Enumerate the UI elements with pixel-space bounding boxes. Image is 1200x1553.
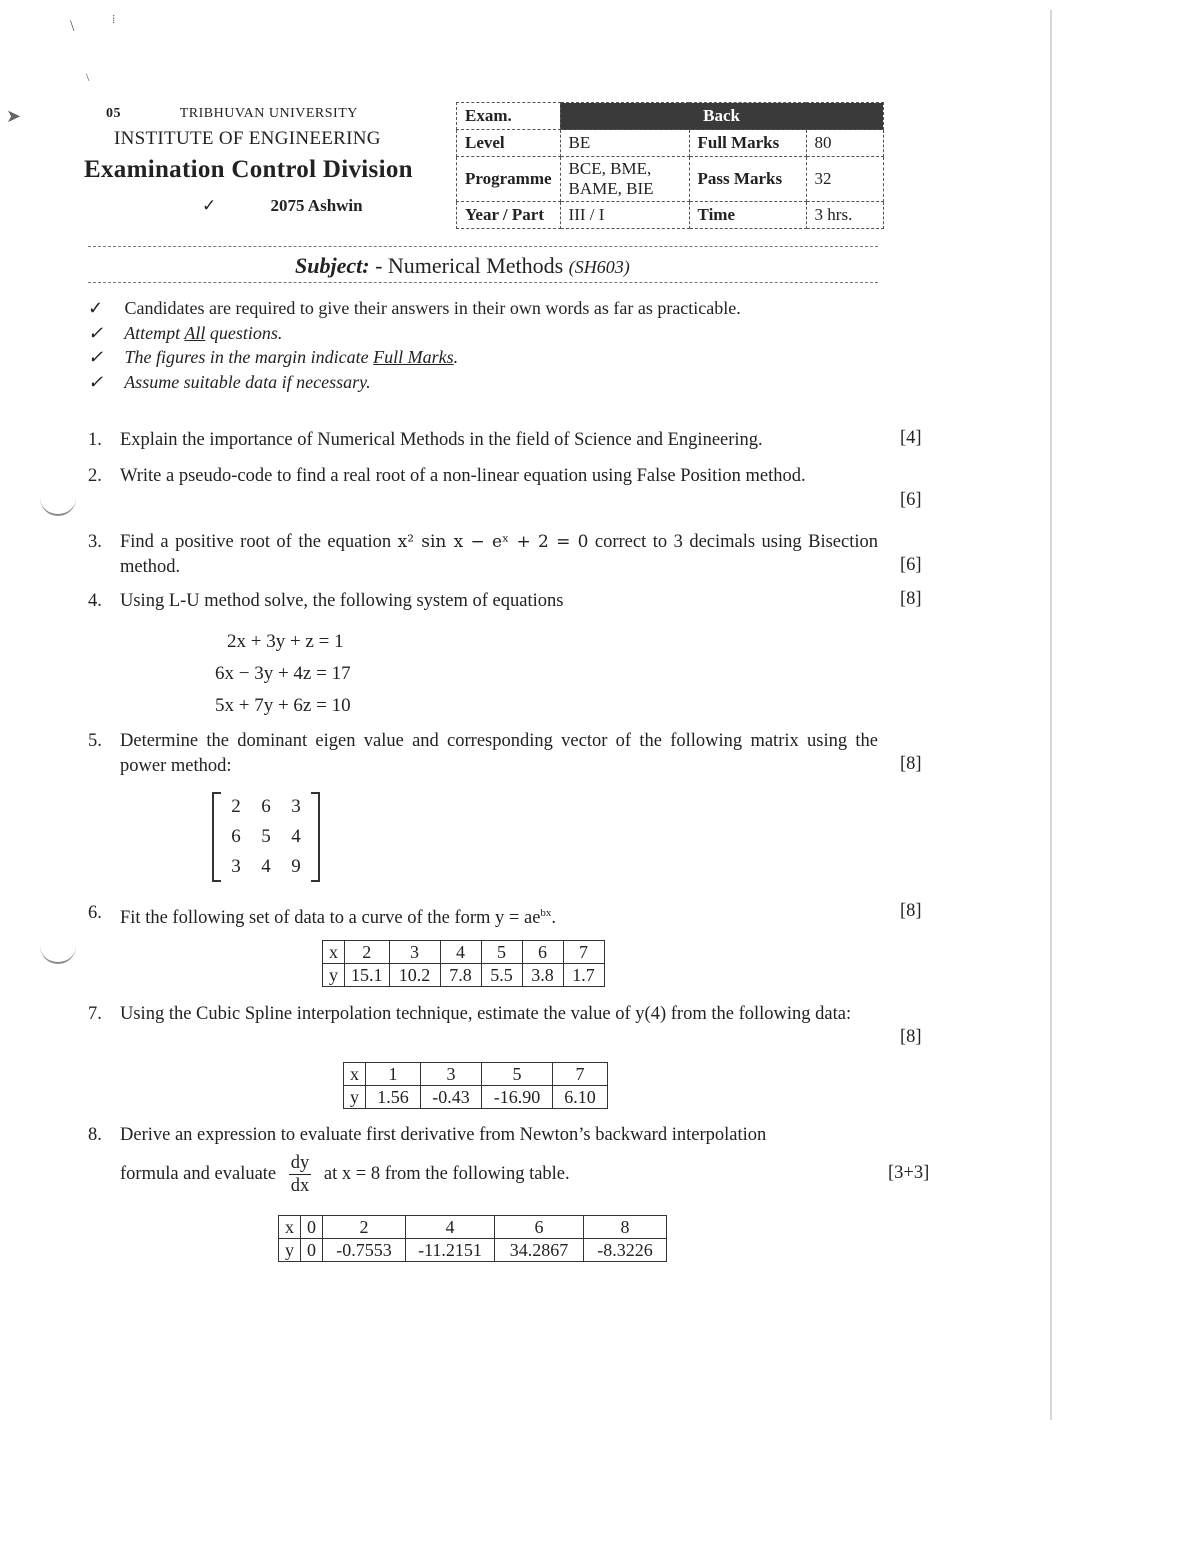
matrix-cell: 6 [261,796,271,817]
full-marks-value: 80 [806,130,883,157]
matrix-cell: 4 [291,826,301,847]
question-1: 1. Explain the importance of Numerical Methods in the field of Science and Engineering. [88,430,763,450]
matrix-cell: 5 [261,826,271,847]
exam-type: Back [560,103,883,130]
equation: x² sin x − eˣ + 2 = 0 [397,532,589,552]
question-5-marks: [8] [900,754,922,774]
time-value: 3 hrs. [806,202,883,229]
question-5: 5. Determine the dominant eigen value and corresponding vector of the following matrix using the power method: [88,731,878,776]
question-6: 6. Fit the following set of data to a curve of the form $y = ae^{bx}$. [88,903,557,929]
matrix-cell: 4 [261,856,271,877]
matrix-cell: 2 [231,796,241,817]
punch-hole [40,940,76,964]
question-3: 3. Find a positive root of the equation x² sin x − eˣ + 2 = 0 correct to 3 decimals using Bisection method. [88,532,878,577]
question-7-marks: [8] [900,1027,922,1047]
institute-name: INSTITUTE OF ENGINEERING [114,128,381,149]
equation: 5x + 7y + 6z = 10 [215,695,351,716]
data-table-q8 [278,1215,667,1262]
level-value: BE [560,130,689,157]
division-name: Examination Control Division [84,156,413,183]
matrix-cell: 3 [231,856,241,877]
check-icon: ✓ [202,196,217,215]
derivative-fraction: $\frac{dy}{dx}$ [290,1153,310,1196]
programme-label: Programme [457,157,561,202]
question-2-marks: [6] [900,490,922,510]
check-icon: ✓ [88,298,104,318]
punch-hole [40,492,76,516]
matrix-cell: 9 [291,856,301,877]
divider [88,246,878,247]
subject-code: (SH603) [568,257,630,277]
data-table-q6 [322,940,605,987]
year-part-value: III / I [560,202,689,229]
equation-system [215,626,351,722]
scan-edge-line [1050,10,1052,1420]
instruction-item: ✓ The figures in the margin indicate Full Marks. [88,345,741,370]
equation: $y = ae^{bx}$ [495,907,552,929]
full-marks-label: Full Marks [689,130,806,157]
matrix-bracket-left [212,792,221,882]
instruction-item: ✓ Candidates are required to give their answers in their own words as far as practicable. [88,296,741,321]
question-2: 2. Write a pseudo-code to find a real root of a non-linear equation using False Position method. [88,466,806,486]
check-icon: ✓ [88,371,104,392]
pass-marks-value: 32 [806,157,883,202]
question-4: 4. Using L-U method solve, the following system of equations [88,591,564,611]
time-label: Time [689,202,806,229]
question-1-marks: [4] [900,428,922,448]
university-name: TRIBHUVAN UNIVERSITY [179,106,358,121]
matrix-bracket-right [311,792,320,882]
scan-mark: ➤ [6,106,22,126]
matrix-cell: 6 [231,826,241,847]
instruction-item: ✓ Assume suitable data if necessary. [88,370,741,395]
subject-name: - Numerical Methods [375,253,564,278]
matrix [212,792,320,882]
instruction-item: ✓ Attempt All questions. [88,321,741,346]
subject-line [295,253,630,279]
equation: 6x − 3y + 4z = 17 [215,663,351,684]
table-row: x 2 3 4 5 6 7 [323,941,605,964]
level-label: Level [457,130,561,157]
check-icon: ✓ [88,347,104,367]
table-row: y 0 -0.7553 -11.2151 34.2867 -8.3226 [279,1239,667,1262]
programme-value: BCE, BME, BAME, BIE [560,157,689,202]
table-row: y 15.1 10.2 7.8 5.5 3.8 1.7 [323,964,605,987]
question-3-marks: [6] [900,555,922,575]
equation: 2x + 3y + z = 1 [227,631,344,652]
exam-session: 2075 Ashwin [270,196,363,215]
question-8-marks: [3+3] [888,1163,930,1183]
check-icon: ✓ [88,322,104,343]
matrix-cell: 3 [291,796,301,817]
question-6-marks: [8] [900,901,922,921]
table-row: x 1 3 5 7 [344,1063,608,1086]
subject-label: Subject: [295,253,370,278]
paper-code: 05 [106,106,121,121]
instructions-list [88,296,741,394]
exam-info-table [456,102,884,229]
year-part-label: Year / Part [457,202,561,229]
pass-marks-label: Pass Marks [689,157,806,202]
divider [88,282,878,283]
exam-label: Exam. [457,103,561,130]
data-table-q7 [343,1062,608,1109]
table-row: x 0 2 4 6 8 [279,1216,667,1239]
question-8: 8. Derive an expression to evaluate first derivative from Newton’s backward interpolation formula and evaluate $\frac{dy}{dx}$ at x = 8 from the following table. [88,1125,767,1196]
scan-mark: \ [86,70,90,84]
header-institution [84,106,454,216]
scan-mark: \ [70,18,75,35]
question-7: 7. Using the Cubic Spline interpolation technique, estimate the value of y(4) from the following data: [88,1004,852,1024]
question-4-marks: [8] [900,589,922,609]
scan-mark: ⁞ [112,12,116,26]
table-row: y 1.56 -0.43 -16.90 6.10 [344,1086,608,1109]
